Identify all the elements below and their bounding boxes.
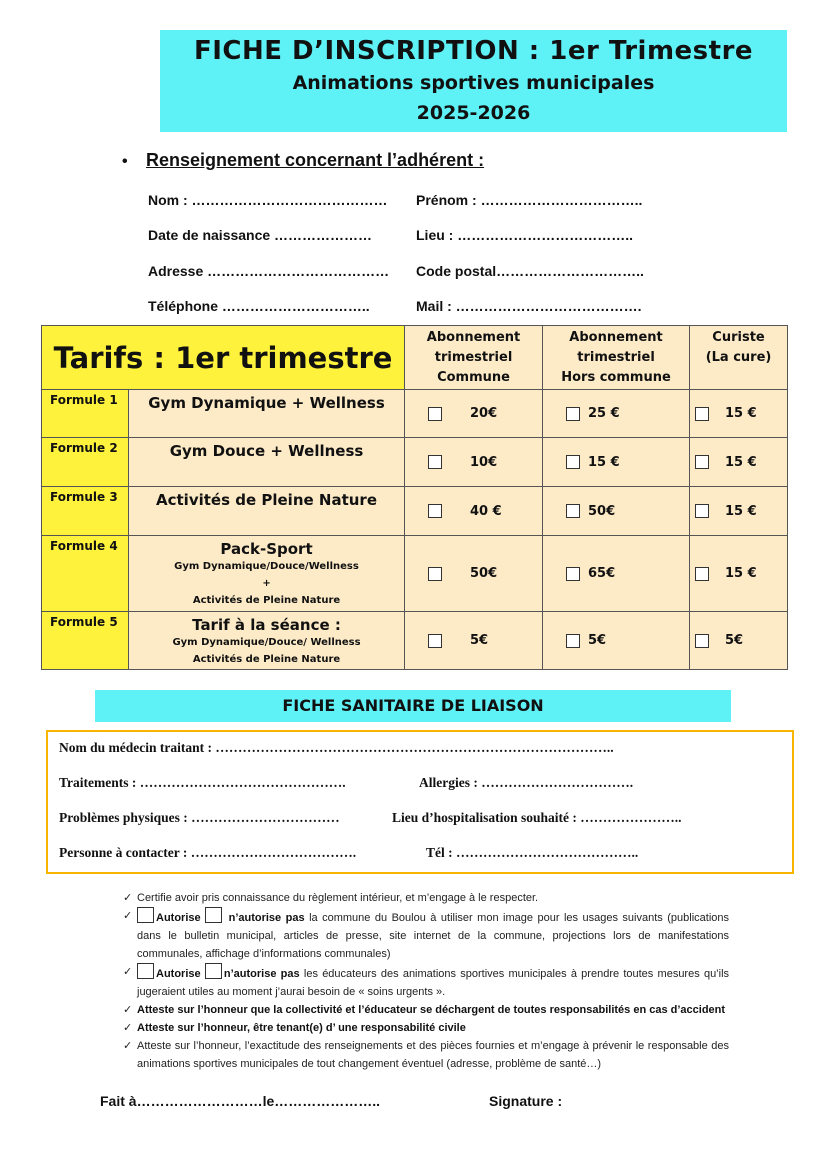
activity-name: Tarif à la séance :	[192, 616, 341, 634]
signature-field[interactable]: Signature :	[489, 1093, 563, 1109]
col-header-commune: Abonnement trimestriel Commune	[405, 326, 543, 390]
price-value: 15 €	[725, 454, 757, 470]
price-value: 50€	[588, 503, 616, 519]
price-value: 5€	[588, 633, 607, 648]
lieu-field[interactable]: Lieu : ………………………………..	[416, 227, 633, 243]
checkmark-icon: ✓	[123, 1022, 133, 1034]
form-header	[160, 30, 787, 132]
activity-cell	[129, 438, 405, 487]
price-value: 40 €	[470, 503, 502, 519]
col-header-hors-commune: Abonnement trimestriel Hors commune	[543, 326, 690, 390]
tarifs-table	[41, 325, 788, 670]
price-checkbox[interactable]	[428, 567, 442, 581]
activity-cell	[129, 390, 405, 438]
declaration-responsabilites: ✓ Atteste sur l’honneur que la collectivité et l’éducateur se déchargent de toutes responsabilités en cas d’accident	[123, 1001, 729, 1019]
hospitalisation-field[interactable]: Lieu d’hospitalisation souhaité : …………………..	[392, 810, 682, 825]
sanitaire-box	[46, 730, 794, 874]
price-cell-commune	[405, 536, 543, 612]
price-checkbox[interactable]	[428, 504, 442, 518]
price-value: 5€	[725, 633, 744, 648]
price-value: 20€	[470, 406, 498, 421]
date-naissance-field[interactable]: Date de naissance …………………	[148, 227, 373, 243]
code-postal-field[interactable]: Code postal…………………………..	[416, 263, 644, 279]
formula-label: Formule 5	[42, 612, 129, 670]
formula-label: Formule 4	[42, 536, 129, 612]
declarations	[123, 889, 729, 1073]
medecin-field[interactable]: Nom du médecin traitant : ……………………………………………………………………………..	[59, 740, 614, 755]
price-checkbox[interactable]	[428, 407, 442, 421]
allergies-field[interactable]: Allergies : …………………………….	[419, 775, 634, 790]
tarif-row	[42, 390, 788, 438]
declaration-reglement: ✓ Certifie avoir pris connaissance du règlement intérieur, et m’engage à le respecter.	[123, 889, 729, 907]
adherent-section-title: • Renseignement concernant l’adhérent :	[122, 150, 485, 170]
autorise-image-checkbox[interactable]	[137, 907, 154, 923]
prenom-field[interactable]: Prénom : ……………………………..	[416, 192, 643, 208]
tarif-row	[42, 536, 788, 612]
activity-detail: +	[262, 578, 271, 589]
price-value: 50€	[470, 566, 498, 581]
traitements-field[interactable]: Traitements : ……………………………………….	[59, 775, 346, 790]
col-header-curiste: Curiste (La cure)	[690, 326, 788, 390]
price-checkbox[interactable]	[695, 455, 709, 469]
mail-field[interactable]: Mail : ………………………………….	[416, 298, 642, 314]
checkmark-icon: ✓	[123, 1004, 133, 1016]
price-checkbox[interactable]	[695, 407, 709, 421]
price-value: 15 €	[725, 406, 757, 421]
price-checkbox[interactable]	[428, 455, 442, 469]
activity-detail: Activités de Pleine Nature	[192, 595, 341, 606]
adresse-field[interactable]: Adresse …………………………………	[148, 263, 390, 279]
declaration-image: ✓ Autorise n’autorise pas la commune du Boulou à utiliser mon image pour les usages suivants (publications dans le bulletin municipal, articles de presse, site internet de la commune, projections lors de manifestations communales, affichage d’informations communales)	[123, 907, 729, 963]
declaration-soins: ✓ Autorise n’autorise pas les éducateurs des animations sportives municipales à prendre toutes mesures qu’ils jugeraient utiles au moment j’aurai besoin de « soins urgents ».	[123, 963, 729, 1001]
price-cell-commune	[405, 487, 543, 536]
price-cell-hors-commune	[543, 612, 690, 670]
form-subtitle: Animations sportives municipales	[292, 72, 655, 94]
price-value: 15 €	[725, 503, 757, 519]
nautorise-soins-checkbox[interactable]	[205, 963, 222, 979]
price-value: 65€	[588, 566, 616, 581]
problemes-field[interactable]: Problèmes physiques : ……………………………	[59, 810, 340, 825]
activity-name: Gym Douce + Wellness	[169, 442, 364, 460]
declaration-exactitude: ✓ Atteste sur l’honneur, l’exactitude des renseignements et des pièces fournies et m’engage à prévenir le responsable des animations sportives municipales de tout changement éventuel (adresse, problème de santé…)	[123, 1037, 729, 1073]
price-value: 15 €	[725, 566, 757, 581]
form-title: FICHE D’INSCRIPTION : 1er Trimestre	[193, 36, 754, 66]
price-value: 5€	[470, 633, 489, 648]
price-cell-curiste	[690, 536, 788, 612]
activity-name: Gym Dynamique + Wellness	[148, 394, 385, 412]
tel-field[interactable]: Tél : …………………………………..	[426, 845, 639, 860]
bullet-icon: •	[122, 153, 128, 170]
price-cell-hors-commune	[543, 390, 690, 438]
formula-label: Formule 3	[42, 487, 129, 536]
formula-label: Formule 2	[42, 438, 129, 487]
activity-cell	[129, 487, 405, 536]
checkmark-icon: ✓	[123, 910, 133, 922]
price-cell-curiste	[690, 487, 788, 536]
price-checkbox[interactable]	[695, 634, 709, 648]
activity-detail: Activités de Pleine Nature	[192, 654, 341, 665]
activity-name: Activités de Pleine Nature	[156, 491, 377, 509]
price-checkbox[interactable]	[566, 455, 580, 469]
sanitaire-title: FICHE SANITAIRE DE LIAISON	[95, 690, 731, 722]
price-value: 10€	[470, 454, 498, 470]
price-cell-commune	[405, 438, 543, 487]
checkmark-icon: ✓	[123, 1040, 133, 1052]
personne-field[interactable]: Personne à contacter : ……………………………….	[59, 845, 357, 860]
tarifs-title: Tarifs : 1er trimestre	[42, 326, 405, 390]
activity-name: Pack-Sport	[220, 540, 313, 558]
price-cell-curiste	[690, 438, 788, 487]
price-value: 15 €	[588, 454, 620, 470]
autorise-soins-checkbox[interactable]	[137, 963, 154, 979]
price-checkbox[interactable]	[566, 567, 580, 581]
price-checkbox[interactable]	[695, 504, 709, 518]
activity-cell	[129, 536, 405, 612]
price-cell-curiste	[690, 612, 788, 670]
price-cell-hors-commune	[543, 487, 690, 536]
price-cell-curiste	[690, 390, 788, 438]
activity-detail: Gym Dynamique/Douce/Wellness	[174, 561, 359, 572]
price-checkbox[interactable]	[695, 567, 709, 581]
checkmark-icon: ✓	[123, 966, 133, 978]
declaration-responsabilite-civile: ✓ Atteste sur l’honneur, être tenant(e) d’ une responsabilité civile	[123, 1019, 729, 1037]
price-cell-commune	[405, 390, 543, 438]
price-value: 25 €	[588, 406, 620, 421]
tarif-row	[42, 487, 788, 536]
price-checkbox[interactable]	[428, 634, 442, 648]
price-checkbox[interactable]	[566, 407, 580, 421]
activity-cell	[129, 612, 405, 670]
tarif-row	[42, 438, 788, 487]
price-checkbox[interactable]	[566, 634, 580, 648]
price-checkbox[interactable]	[566, 504, 580, 518]
telephone-field[interactable]: Téléphone …………………………..	[148, 298, 370, 314]
formula-label: Formule 1	[42, 390, 129, 438]
tarif-row	[42, 612, 788, 670]
activity-detail: Gym Dynamique/Douce/ Wellness	[172, 637, 361, 648]
checkmark-icon: ✓	[123, 892, 133, 904]
price-cell-hors-commune	[543, 536, 690, 612]
form-year: 2025-2026	[416, 102, 531, 124]
fait-a-field[interactable]: Fait à………………………le…………………..	[100, 1093, 381, 1109]
nautorise-image-checkbox[interactable]	[205, 907, 222, 923]
nom-field[interactable]: Nom : ……………………………………	[148, 192, 388, 208]
price-cell-commune	[405, 612, 543, 670]
price-cell-hors-commune	[543, 438, 690, 487]
